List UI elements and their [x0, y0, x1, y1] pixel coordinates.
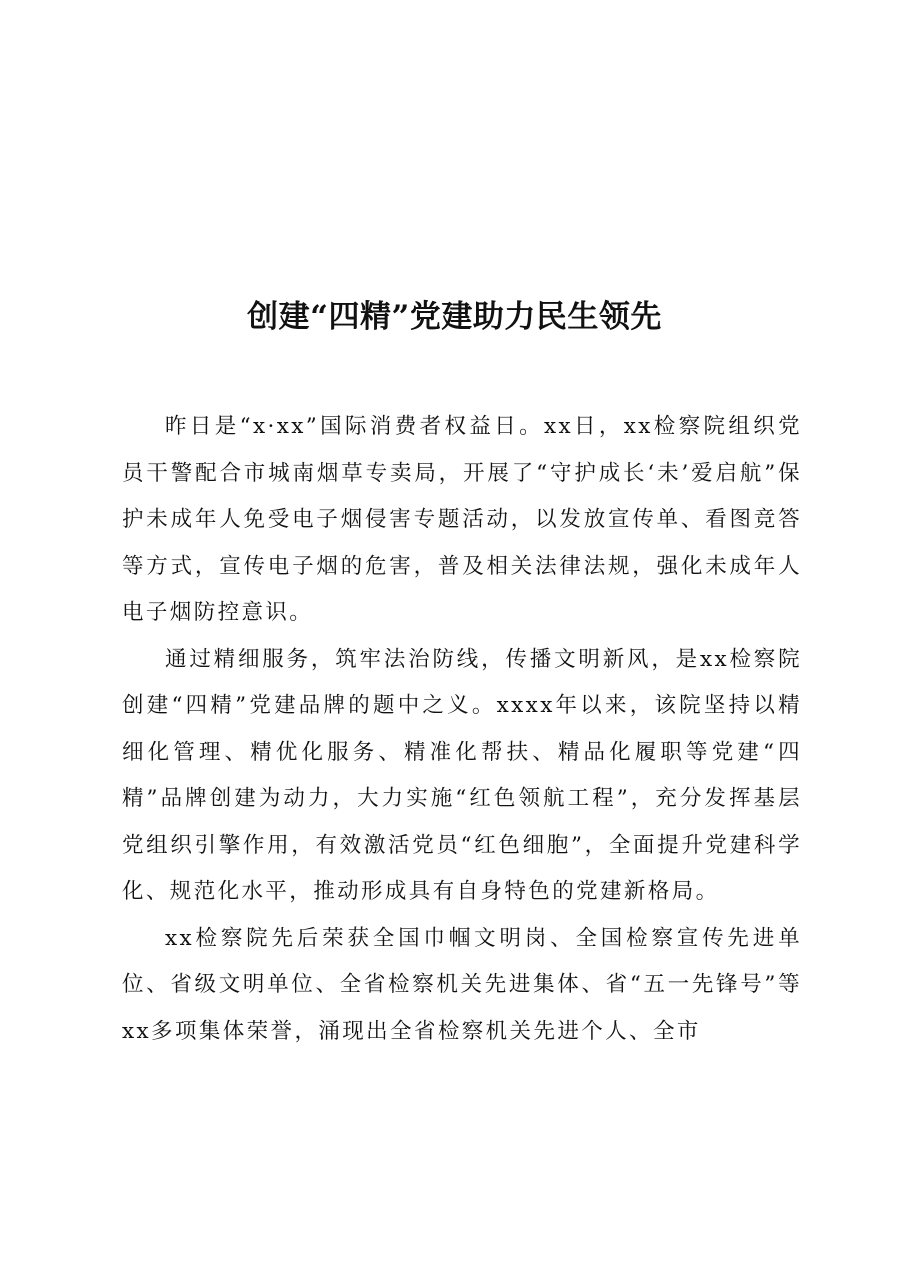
paragraph-3: xx检察院先后荣获全国巾帼文明岗、全国检察宣传先进单位、省级文明单位、全省检察机关先进集体、省“五一先锋号”等xx多项集体荣誉，涌现出全省检察机关先进个人、全市 — [122, 925, 802, 1044]
paragraph-2: 通过精细服务，筑牢法治防线，传播文明新风，是xx检察院创建“四精”党建品牌的题中之义。xxxx年以来，该院坚持以精细化管理、精优化服务、精准化帮扶、精品化履职等党建“四精”品牌创建为动力，大力实施“红色领航工程”，充分发挥基层党组织引擎作用，有效激活党员“红色细胞”，全面提升党建科学化、规范化水平，推动形成具有自身特色的党建新格局。 — [122, 646, 802, 904]
document-title: 创建“四精”党建助力民生领先 — [247, 298, 662, 335]
document-body — [122, 404, 802, 1055]
paragraph-1: 昨日是“x·xx”国际消费者权益日。xx日，xx检察院组织党员干警配合市城南烟草专卖局，开展了“守护成长‘未’爱启航”保护未成年人免受电子烟侵害专题活动，以发放宣传单、看图竞答等方式，宣传电子烟的危害，普及相关法律法规，强化未成年人电子烟防控意识。 — [122, 414, 802, 625]
